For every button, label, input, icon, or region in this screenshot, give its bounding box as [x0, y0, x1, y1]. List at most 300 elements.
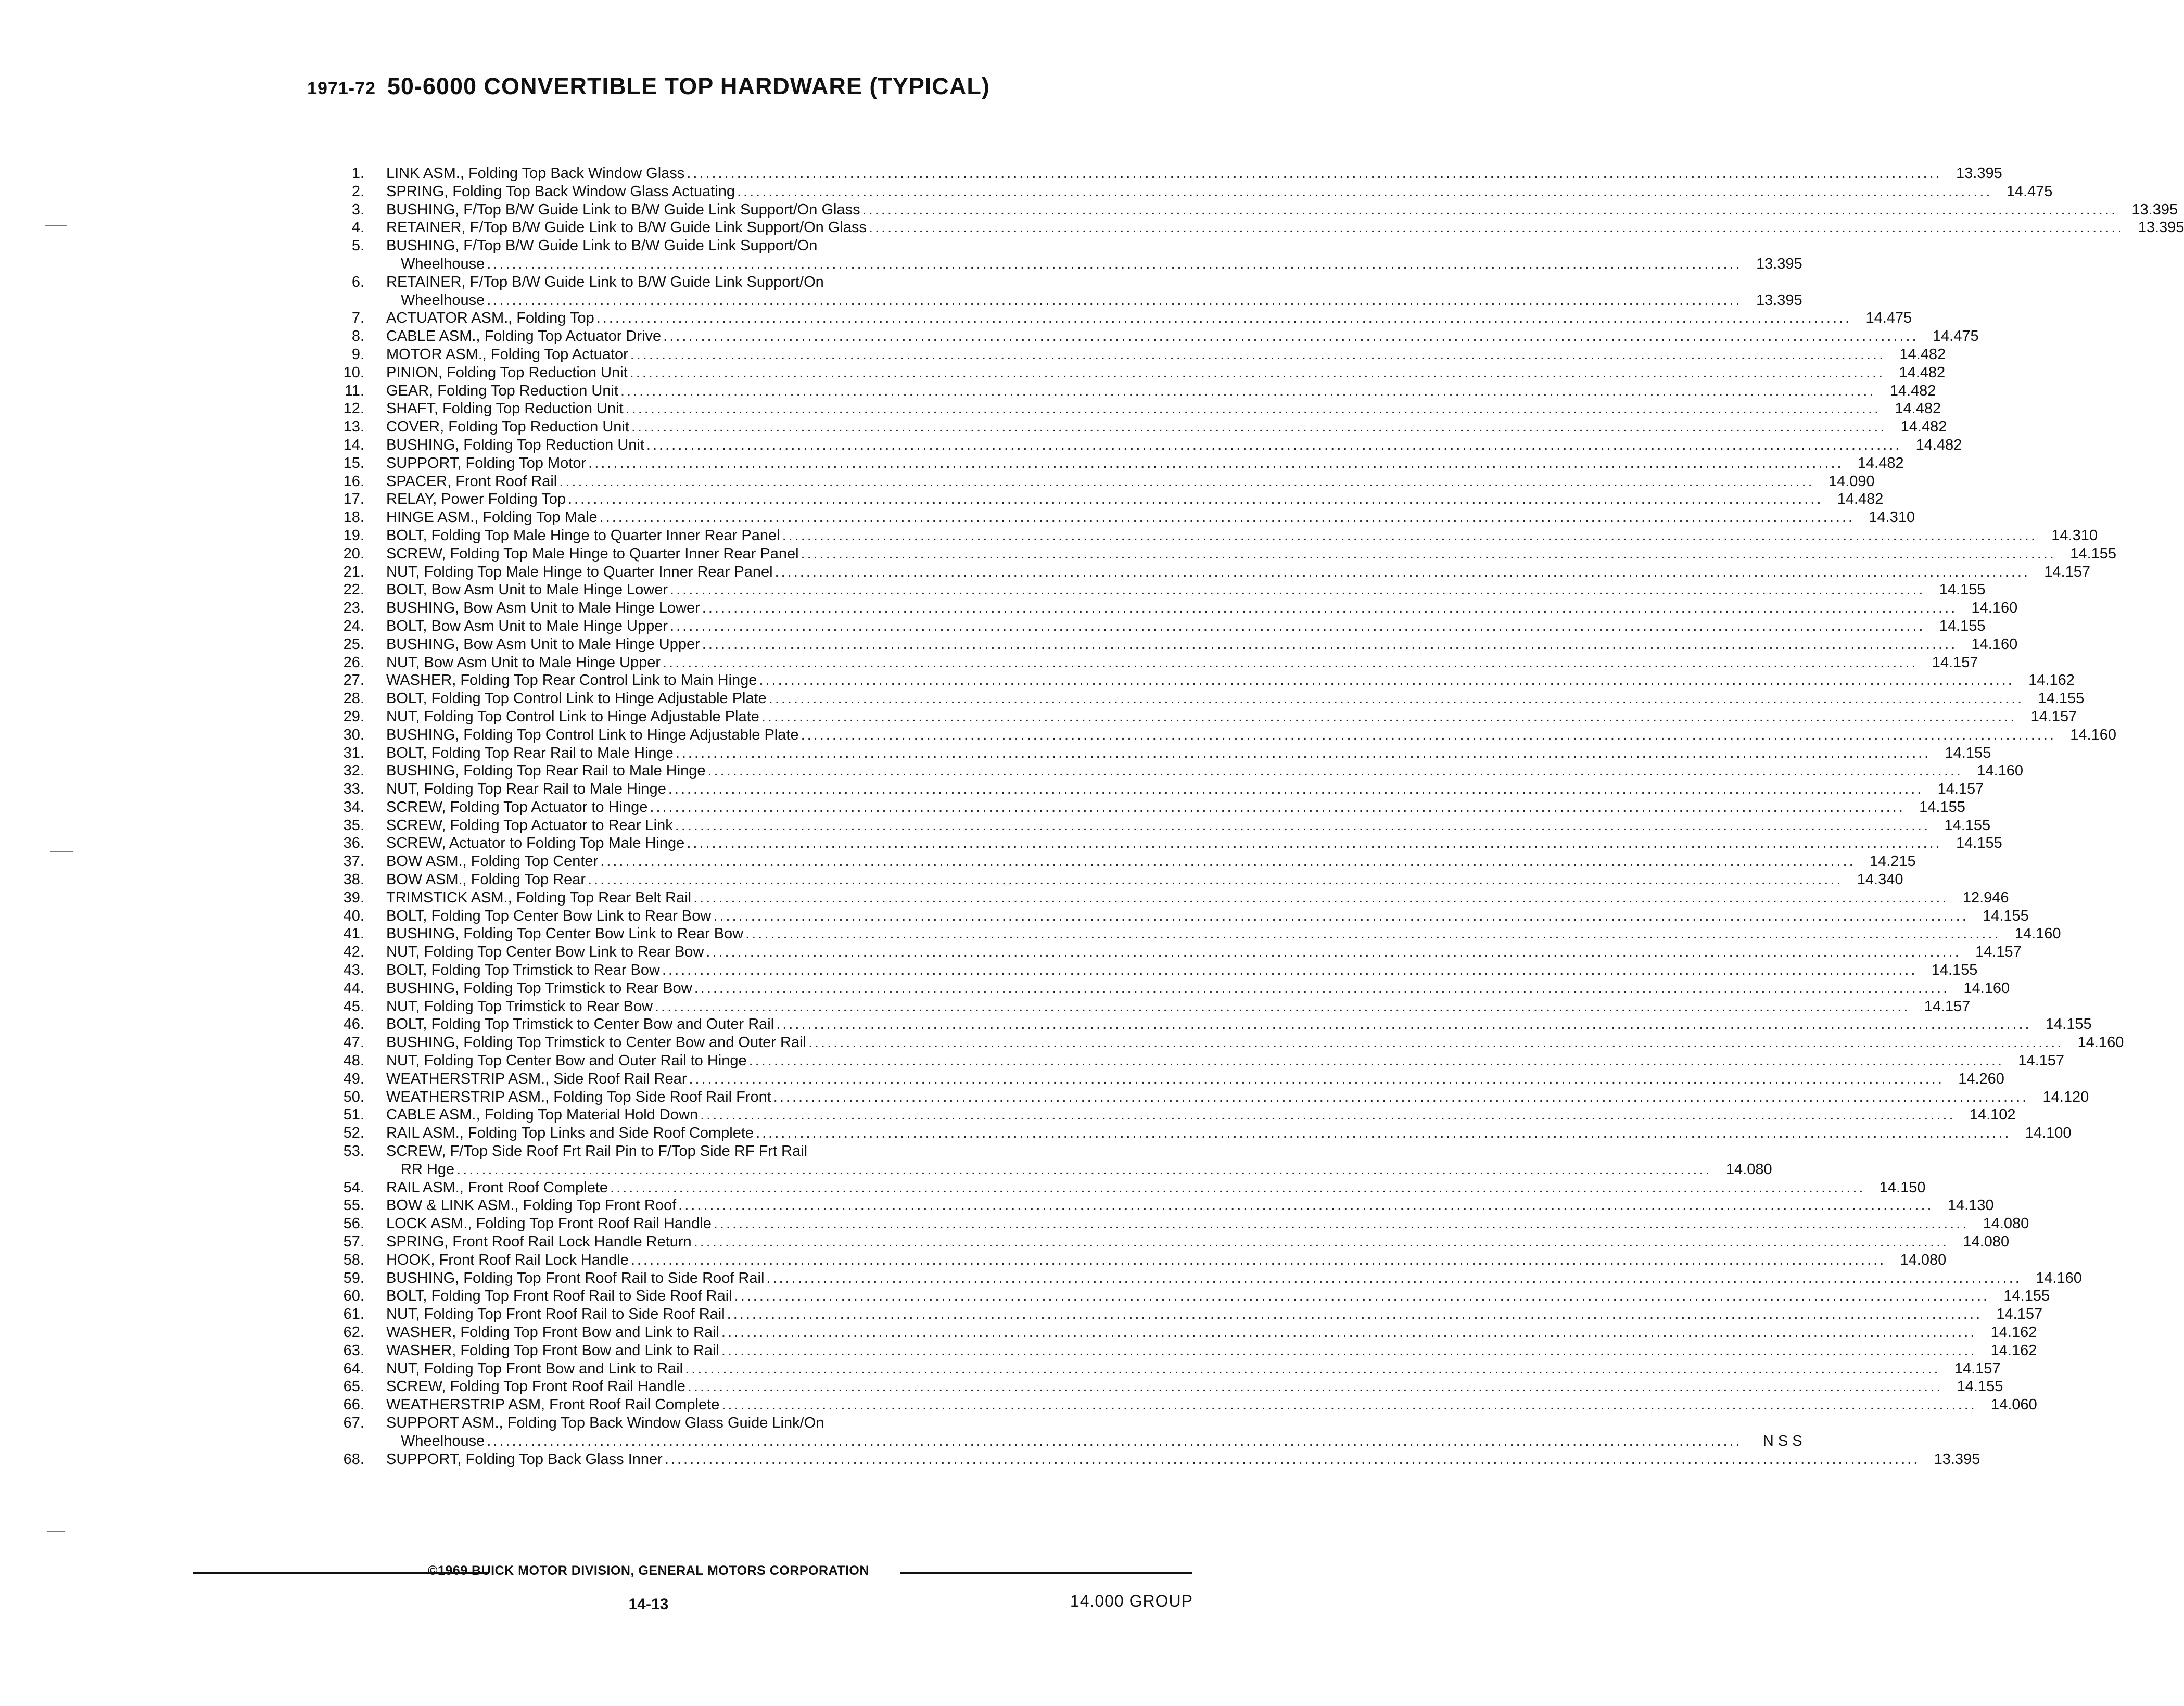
group-code: 14.475 [1932, 328, 1979, 345]
part-description [386, 708, 2077, 726]
leader-dots: ........................................................................................................................................................................................................ [487, 291, 1742, 309]
group-code: 14.482 [1915, 436, 1962, 453]
part-row [323, 183, 2053, 201]
part-description [386, 744, 1991, 762]
part-description [386, 527, 2098, 545]
leader-dots: ........................................................................................................................................................................................................ [745, 925, 2001, 943]
description-line [386, 708, 2077, 726]
leader-dots: ........................................................................................................................................................................................................ [868, 219, 2124, 236]
leader-dots: ........................................................................................................................................................................................................ [663, 654, 1918, 671]
leader-dots: ........................................................................................................................................................................................................ [599, 509, 1855, 526]
description-line [386, 907, 2029, 925]
description-line [386, 1342, 2037, 1360]
description-line [386, 1106, 2016, 1124]
leader-dots: ........................................................................................................................................................................................................ [675, 744, 1931, 761]
description-line [386, 183, 2052, 201]
part-text: Wheelhouse [401, 255, 485, 272]
description-line [386, 219, 2184, 237]
part-description [386, 454, 1904, 473]
leader-dots: ........................................................................................................................................................................................................ [629, 364, 1885, 381]
leader-dots: ........................................................................................................................................................................................................ [567, 491, 1823, 508]
part-number: 14. [343, 436, 364, 453]
part-number: 48. [343, 1052, 364, 1070]
leader-dots: ........................................................................................................................................................................................................ [801, 545, 2056, 562]
margin-speck [45, 225, 67, 226]
description-line [386, 1396, 2037, 1414]
group-code: 14.080 [1900, 1251, 1947, 1268]
part-row [323, 1287, 2050, 1305]
part-description [386, 798, 1965, 817]
leader-dots: ........................................................................................................................................................................................................ [773, 1088, 2029, 1105]
part-description [386, 1034, 2124, 1052]
part-description [386, 508, 1915, 527]
part-number: 12. [343, 400, 364, 417]
part-number: 19. [343, 527, 364, 544]
part-row [323, 925, 2061, 943]
part-text: WEATHERSTRIP ASM., Side Roof Rail Rear [386, 1070, 687, 1087]
part-number: 20. [343, 545, 364, 562]
group-code: 14.155 [1939, 581, 1986, 599]
leader-dots: ........................................................................................................................................................................................................ [689, 1070, 1944, 1087]
part-row [323, 834, 2002, 852]
part-number: 50. [343, 1088, 364, 1105]
group-code: 14.160 [1971, 600, 2018, 617]
part-text: RETAINER, F/Top B/W Guide Link to B/W Guide Link Support/On [386, 273, 824, 290]
description-line [386, 1323, 2037, 1342]
part-text: WASHER, Folding Top Front Bow and Link to Rail [386, 1342, 719, 1359]
description-line [386, 979, 2010, 998]
part-description [386, 563, 2090, 581]
part-row [323, 164, 2002, 183]
part-description [386, 436, 1962, 454]
part-number: 31. [343, 744, 364, 761]
group-code: 14.160 [1971, 635, 2018, 653]
part-text: SUPPORT, Folding Top Back Glass Inner [386, 1450, 663, 1468]
part-description [386, 852, 1916, 871]
part-number: 10. [343, 364, 364, 381]
description-line [386, 1088, 2089, 1106]
part-description [386, 1088, 2089, 1106]
part-description [386, 400, 1941, 418]
description-line [386, 654, 1978, 672]
leader-dots: ........................................................................................................................................................................................................ [727, 1306, 1983, 1323]
part-row [323, 327, 1979, 346]
part-description [386, 418, 1947, 436]
part-row [323, 1015, 2092, 1034]
part-number: 39. [343, 889, 364, 906]
part-number: 67. [343, 1414, 364, 1431]
group-code: 14.155 [1944, 817, 1991, 834]
leader-dots: ........................................................................................................................................................................................................ [766, 1269, 2022, 1287]
part-row [323, 1342, 2037, 1360]
part-description [386, 1323, 2037, 1342]
part-description [386, 1142, 1772, 1179]
description-line [386, 780, 1984, 798]
copyright-notice: ©1969 BUICK MOTOR DIVISION, GENERAL MOTORS CORPORATION [428, 1563, 869, 1578]
leader-dots: ........................................................................................................................................................................................................ [721, 1396, 1977, 1414]
description-line [386, 545, 2116, 563]
part-number: 57. [343, 1233, 364, 1251]
description-line [386, 1269, 2082, 1288]
part-text: BOLT, Bow Asm Unit to Male Hinge Lower [386, 581, 668, 599]
leader-dots: ........................................................................................................................................................................................................ [456, 1161, 1712, 1178]
part-row [323, 654, 1978, 672]
part-row [323, 1196, 1994, 1215]
leader-dots: ........................................................................................................................................................................................................ [670, 581, 1925, 599]
part-row [323, 817, 1991, 835]
leader-dots: ........................................................................................................................................................................................................ [487, 1432, 1742, 1449]
description-line [386, 273, 1802, 291]
part-number: 53. [343, 1143, 364, 1160]
part-row [323, 1396, 2037, 1414]
part-text: HOOK, Front Roof Rail Lock Handle [386, 1251, 629, 1268]
group-code: 14.157 [1975, 944, 2022, 961]
part-text: SCREW, Folding Top Actuator to Rear Link [386, 817, 673, 834]
part-description [386, 617, 1985, 635]
part-description [386, 762, 2023, 780]
part-row [323, 1378, 2003, 1396]
leader-dots: ........................................................................................................................................................................................................ [662, 962, 1918, 979]
part-text: RAIL ASM., Folding Top Links and Side Roof Complete [386, 1125, 754, 1142]
group-code: 14.157 [1937, 781, 1984, 798]
part-row [323, 690, 2085, 708]
part-description [386, 1360, 2001, 1378]
margin-speck [50, 851, 73, 852]
part-row [323, 708, 2077, 726]
part-text: NUT, Folding Top Rear Rail to Male Hinge [386, 781, 666, 798]
description-line [386, 1124, 2072, 1142]
description-line [386, 1015, 2092, 1034]
leader-dots: ........................................................................................................................................................................................................ [610, 1179, 1865, 1196]
part-row [323, 1215, 2029, 1233]
description-line [386, 961, 1977, 979]
part-text: BUSHING, Folding Top Trimstick to Center Bow and Outer Rail [386, 1034, 806, 1051]
part-row [323, 1106, 2016, 1124]
part-text: NUT, Folding Top Male Hinge to Quarter Inner Rear Panel [386, 563, 773, 580]
part-row [323, 508, 1915, 527]
leader-dots: ........................................................................................................................................................................................................ [670, 617, 1925, 634]
description-line [386, 1142, 1772, 1161]
part-row [323, 382, 1936, 400]
leader-dots: ........................................................................................................................................................................................................ [654, 998, 1910, 1015]
part-text: BOLT, Folding Top Front Roof Rail to Side Roof Rail [386, 1288, 732, 1305]
description-line [386, 1034, 2124, 1052]
part-row [323, 219, 2184, 237]
part-text: BOLT, Folding Top Control Link to Hinge Adjustable Plate [386, 690, 767, 707]
part-text: BOLT, Bow Asm Unit to Male Hinge Upper [386, 617, 668, 634]
part-description [386, 1287, 2050, 1305]
part-description [386, 183, 2052, 201]
part-row [323, 364, 1946, 382]
description-line [386, 454, 1904, 473]
description-line [386, 852, 1916, 871]
part-number: 61. [343, 1306, 364, 1323]
part-row [323, 1233, 2010, 1251]
part-description [386, 1342, 2037, 1360]
group-code: 14.100 [2025, 1125, 2072, 1142]
group-code: 13.395 [1756, 255, 1802, 272]
part-number: 22. [343, 581, 364, 599]
part-description [386, 309, 1912, 327]
part-description [386, 979, 2010, 998]
group-code: 14.157 [2044, 563, 2090, 580]
part-number: 29. [343, 708, 364, 725]
part-text: SCREW, Folding Top Male Hinge to Quarter Inner Rear Panel [386, 545, 799, 562]
part-number: 51. [343, 1106, 364, 1124]
leader-dots: ........................................................................................................................................................................................................ [588, 454, 1844, 472]
part-description [386, 1215, 2029, 1233]
part-row [323, 237, 1802, 273]
part-row [323, 617, 1986, 635]
leader-dots: ........................................................................................................................................................................................................ [706, 944, 1961, 961]
part-description [386, 1378, 2003, 1396]
part-number: 60. [343, 1288, 364, 1305]
part-text: NUT, Folding Top Control Link to Hinge Adjustable Plate [386, 708, 759, 725]
part-description [386, 1015, 2092, 1034]
part-description [386, 473, 1875, 491]
part-row [323, 852, 1916, 871]
group-code: 14.060 [1991, 1396, 2037, 1414]
part-row [323, 1305, 2043, 1323]
description-line [386, 925, 2061, 943]
leader-dots: ........................................................................................................................................................................................................ [678, 1197, 1934, 1214]
leader-dots: ........................................................................................................................................................................................................ [721, 1342, 1977, 1359]
part-text: SPACER, Front Roof Rail [386, 473, 557, 490]
part-text: BUSHING, Folding Top Trimstick to Rear Bow [386, 979, 692, 997]
leader-dots: ........................................................................................................................................................................................................ [668, 781, 1924, 798]
group-code: 13.395 [1934, 1450, 1980, 1468]
group-code: 14.155 [1983, 907, 2029, 924]
leader-dots: ........................................................................................................................................................................................................ [756, 1125, 2011, 1142]
part-text: NUT, Folding Top Front Roof Rail to Side Roof Rail [386, 1306, 725, 1323]
part-number: 36. [343, 835, 364, 852]
parts-list [323, 164, 2184, 1468]
leader-dots: ........................................................................................................................................................................................................ [782, 527, 2037, 544]
part-number: 4. [351, 219, 364, 236]
group-code: 14.475 [2006, 183, 2053, 200]
part-description [386, 1052, 2064, 1070]
part-number: 45. [343, 998, 364, 1015]
part-text: SUPPORT, Folding Top Motor [386, 454, 587, 472]
leader-dots: ........................................................................................................................................................................................................ [702, 635, 1958, 653]
description-line [386, 1450, 1980, 1469]
part-row [323, 309, 1912, 327]
part-description [386, 1233, 2009, 1251]
part-description [386, 1124, 2072, 1142]
part-text: BUSHING, F/Top B/W Guide Link to B/W Guide Link Support/On Glass [386, 201, 860, 218]
title-text: 50-6000 CONVERTIBLE TOP HARDWARE (TYPICAL) [387, 73, 990, 99]
group-code: 14.160 [1963, 979, 2010, 997]
part-row [323, 671, 2075, 690]
part-text: RELAY, Power Folding Top [386, 491, 566, 508]
part-number: 17. [343, 491, 364, 508]
description-line [386, 871, 1903, 889]
leader-dots: ........................................................................................................................................................................................................ [630, 346, 1886, 363]
description-line [386, 164, 2002, 183]
group-code: 14.340 [1857, 871, 1903, 888]
leader-dots: ........................................................................................................................................................................................................ [713, 907, 1969, 924]
part-row [323, 454, 1904, 473]
part-text: PINION, Folding Top Reduction Unit [386, 364, 628, 381]
part-text: SCREW, F/Top Side Roof Frt Rail Pin to F/Top Side RF Frt Rail [386, 1143, 808, 1160]
part-number: 44. [343, 979, 364, 997]
leader-dots: ........................................................................................................................................................................................................ [646, 436, 1902, 453]
part-number: 38. [343, 871, 364, 888]
group-code: 14.160 [1977, 762, 2023, 780]
leader-dots: ........................................................................................................................................................................................................ [687, 1378, 1943, 1395]
part-description [386, 490, 1883, 508]
part-number: 24. [343, 617, 364, 634]
part-number: 35. [343, 817, 364, 834]
part-number: 7. [351, 310, 364, 327]
description-line [386, 817, 1990, 835]
leader-dots: ........................................................................................................................................................................................................ [693, 1233, 1949, 1251]
part-number: 18. [343, 509, 364, 526]
part-number: 41. [343, 925, 364, 943]
description-line [386, 1052, 2064, 1070]
part-description [386, 871, 1903, 889]
description-line [386, 943, 2022, 961]
part-number: 65. [343, 1378, 364, 1395]
part-description [386, 671, 2075, 690]
part-text: SCREW, Folding Top Front Roof Rail Handle [386, 1378, 685, 1395]
part-number: 21. [343, 563, 364, 580]
group-code: 14.155 [2070, 545, 2116, 562]
leader-dots: ........................................................................................................................................................................................................ [687, 165, 1942, 182]
part-text: WEATHERSTRIP ASM., Folding Top Side Roof Rail Front [386, 1088, 771, 1105]
leader-dots: ........................................................................................................................................................................................................ [713, 1215, 1969, 1232]
part-row [323, 961, 1978, 979]
part-text: WEATHERSTRIP ASM, Front Roof Rail Complete [386, 1396, 720, 1414]
part-row [323, 979, 2010, 998]
part-description [386, 1414, 1802, 1450]
description-line [386, 726, 2116, 744]
part-text: WASHER, Folding Top Rear Control Link to Main Hinge [386, 672, 757, 689]
leader-dots: ........................................................................................................................................................................................................ [748, 1052, 2004, 1070]
leader-dots: ........................................................................................................................................................................................................ [707, 762, 1963, 780]
part-text: BOLT, Folding Top Male Hinge to Quarter Inner Rear Panel [386, 527, 780, 544]
group-code: N S S [1762, 1432, 1802, 1449]
part-description [386, 164, 2002, 183]
part-row [323, 599, 2018, 617]
page-title [0, 73, 1297, 100]
part-text: BOLT, Folding Top Trimstick to Rear Bow [386, 962, 660, 979]
group-code: 14.080 [1983, 1215, 2029, 1232]
part-row [323, 907, 2029, 925]
group-code: 14.475 [1865, 310, 1912, 327]
group-code: 14.155 [2003, 1288, 2050, 1305]
part-description [386, 654, 1978, 672]
part-row [323, 726, 2116, 744]
part-number: 40. [343, 907, 364, 924]
part-text: RAIL ASM., Front Roof Complete [386, 1179, 608, 1196]
group-code: 14.157 [2018, 1052, 2065, 1070]
part-number: 33. [343, 781, 364, 798]
description-line [386, 473, 1875, 491]
group-code: 14.482 [1895, 400, 1941, 417]
part-text: ACTUATOR ASM., Folding Top [386, 310, 594, 327]
group-code: 14.482 [1889, 382, 1936, 399]
part-description [386, 998, 1970, 1016]
part-row [323, 1052, 2065, 1070]
part-text: NUT, Folding Top Front Bow and Link to Rail [386, 1360, 683, 1377]
leader-dots: ........................................................................................................................................................................................................ [487, 255, 1742, 272]
part-row [323, 871, 1903, 889]
group-code: 14.215 [1869, 853, 1916, 870]
part-number: 68. [343, 1450, 364, 1468]
group-code: 14.482 [1837, 491, 1884, 508]
leader-dots: ........................................................................................................................................................................................................ [687, 835, 1942, 852]
part-text: Wheelhouse [401, 291, 485, 309]
part-row [323, 1323, 2037, 1342]
group-code: 14.160 [2070, 726, 2116, 743]
part-description [386, 1396, 2037, 1414]
part-row [323, 1360, 2001, 1378]
part-number: 46. [343, 1016, 364, 1033]
description-line [386, 364, 1945, 382]
part-number: 11. [344, 382, 364, 399]
description-line [386, 255, 1802, 273]
part-number: 63. [343, 1342, 364, 1359]
group-code: 14.155 [1945, 744, 1991, 761]
description-line [386, 1196, 1994, 1215]
part-text: BUSHING, Folding Top Control Link to Hinge Adjustable Plate [386, 726, 799, 743]
description-line [386, 1287, 2050, 1305]
part-description [386, 780, 1984, 798]
leader-dots: ........................................................................................................................................................................................................ [625, 400, 1881, 417]
description-line [386, 581, 1985, 599]
part-number: 32. [343, 762, 364, 780]
description-line [386, 1432, 1802, 1450]
part-row [323, 943, 2022, 961]
group-code: 14.157 [2030, 708, 2077, 725]
part-number: 1. [351, 165, 364, 182]
group-code: 14.310 [1869, 509, 1915, 526]
group-code: 14.102 [1969, 1106, 2016, 1124]
description-line [386, 382, 1936, 400]
part-row [323, 998, 1971, 1016]
part-description [386, 726, 2116, 744]
part-description [386, 382, 1936, 400]
part-text: HINGE ASM., Folding Top Male [386, 509, 598, 526]
group-code: 14.157 [1932, 654, 1978, 671]
group-code: 14.157 [1996, 1306, 2043, 1323]
part-number: 26. [343, 654, 364, 671]
description-line [386, 436, 1962, 454]
part-description [386, 635, 2017, 654]
description-line [386, 346, 1946, 364]
group-code: 14.157 [1924, 998, 1971, 1015]
part-description [386, 1269, 2082, 1288]
description-line [386, 889, 2009, 907]
part-number: 47. [343, 1034, 364, 1051]
description-line [386, 418, 1947, 436]
part-row [323, 744, 1991, 762]
part-description [386, 1070, 2004, 1088]
part-description [386, 961, 1977, 979]
part-row [323, 436, 1962, 454]
leader-dots: ........................................................................................................................................................................................................ [702, 600, 1958, 617]
part-row [323, 635, 2018, 654]
part-description [386, 219, 2184, 237]
description-line [386, 1161, 1772, 1179]
part-number: 62. [343, 1324, 364, 1341]
part-text: SCREW, Folding Top Actuator to Hinge [386, 798, 648, 816]
description-line [386, 998, 1970, 1016]
part-text: BUSHING, Folding Top Rear Rail to Male Hinge [386, 762, 706, 780]
group-code: 14.162 [2028, 672, 2075, 689]
part-description [386, 346, 1946, 364]
